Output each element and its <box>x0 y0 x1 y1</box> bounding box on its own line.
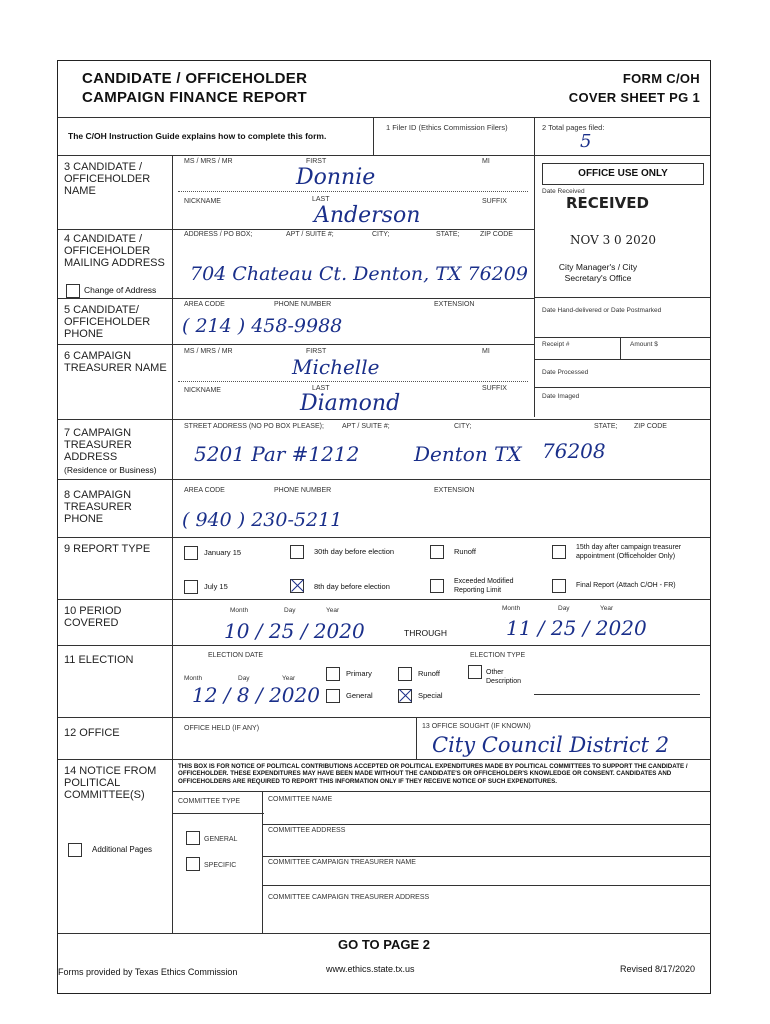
receipt-label: Receipt # <box>542 341 570 348</box>
section-14-label: 14 NOTICE FROM POLITICAL COMMITTEE(S) <box>64 765 157 801</box>
additional-pages-label: Additional Pages <box>92 845 153 854</box>
divider <box>373 117 374 155</box>
divider <box>58 155 710 156</box>
divider <box>58 599 710 600</box>
treasurer-city[interactable]: Denton TX <box>414 442 522 466</box>
field-label: MI <box>482 158 490 165</box>
field-label: NICKNAME <box>184 198 221 205</box>
election-date[interactable]: 12 / 8 / 2020 <box>192 683 320 707</box>
divider <box>534 297 710 298</box>
office-sought[interactable]: City Council District 2 <box>432 733 670 757</box>
divider <box>58 419 710 420</box>
form-page: COVER SHEET PG 1 <box>568 90 700 105</box>
report-type-final-checkbox[interactable] <box>552 579 566 593</box>
election-other-checkbox[interactable] <box>468 665 482 679</box>
option-label: 15th day after campaign treasurer appointment (Officeholder Only) <box>576 544 682 560</box>
option-label: GENERAL <box>204 836 238 843</box>
form-id: FORM C/OH <box>622 71 700 86</box>
field-label: ELECTION DATE <box>208 652 264 659</box>
report-type-30th-checkbox[interactable] <box>290 545 304 559</box>
election-special-checkbox[interactable] <box>398 689 412 703</box>
divider <box>178 381 528 382</box>
field-label: Day <box>558 605 570 612</box>
divider <box>58 645 710 646</box>
option-label: Other Description <box>486 669 522 685</box>
field-label: STATE; <box>594 423 618 430</box>
candidate-last-name[interactable]: Anderson <box>314 203 421 228</box>
field-label: EXTENSION <box>434 301 475 308</box>
field-label: COMMITTEE ADDRESS <box>268 827 346 834</box>
field-label: NICKNAME <box>184 387 221 394</box>
total-pages-value[interactable]: 5 <box>580 131 592 152</box>
treasurer-first-name[interactable]: Michelle <box>292 355 380 379</box>
divider <box>534 117 535 155</box>
option-label: January 15 <box>204 548 242 557</box>
field-label: MI <box>482 348 490 355</box>
divider <box>534 694 700 695</box>
field-label: MS / MRS / MR <box>184 158 233 165</box>
divider <box>534 387 710 388</box>
election-primary-checkbox[interactable] <box>326 667 340 681</box>
field-label: LAST <box>312 385 330 392</box>
divider <box>58 344 534 345</box>
divider <box>58 537 710 538</box>
candidate-address[interactable]: 704 Chateau Ct. Denton, TX 76209 <box>190 263 528 285</box>
field-label: SUFFIX <box>482 385 507 392</box>
treasurer-street[interactable]: 5201 Par #1212 <box>194 442 360 466</box>
divider <box>58 933 710 934</box>
option-label: SPECIFIC <box>204 862 237 869</box>
field-label: COMMITTEE CAMPAIGN TREASURER ADDRESS <box>268 894 430 901</box>
field-label: Day <box>238 675 250 682</box>
field-label: Day <box>284 607 296 614</box>
divider <box>172 791 710 792</box>
additional-pages-checkbox[interactable] <box>68 843 82 857</box>
field-label: AREA CODE <box>184 487 225 494</box>
option-label: 30th day before election <box>314 547 395 556</box>
option-label: Special <box>418 691 443 700</box>
divider <box>58 229 534 230</box>
residence-business-label: (Residence or Business) <box>64 465 157 475</box>
forms-provided-by: Forms provided by Texas Ethics Commission <box>58 967 238 977</box>
divider <box>58 717 710 718</box>
field-label: CITY; <box>372 231 390 238</box>
revised-date: Revised 8/17/2020 <box>620 964 696 974</box>
option-label: Runoff <box>418 669 440 678</box>
cover-sheet-form <box>57 60 711 994</box>
date-processed-label: Date Processed <box>542 369 589 376</box>
divider <box>416 717 417 759</box>
form-title-line2: CAMPAIGN FINANCE REPORT <box>82 89 307 106</box>
received-stamp: RECEIVED <box>566 194 649 212</box>
report-type-exceeded-checkbox[interactable] <box>430 579 444 593</box>
section-11-label: 11 ELECTION <box>64 654 134 666</box>
section-3-label: 3 CANDIDATE / OFFICEHOLDER NAME <box>64 161 151 197</box>
change-of-address-checkbox[interactable] <box>66 284 80 298</box>
field-label: COMMITTEE NAME <box>268 796 333 803</box>
divider <box>262 885 710 886</box>
date-received-label: Date Received <box>542 188 585 195</box>
report-type-15th-checkbox[interactable] <box>552 545 566 559</box>
date-imaged-label: Date Imaged <box>542 393 580 400</box>
hand-delivered-label: Date Hand-delivered or Date Postmarked <box>542 307 662 314</box>
treasurer-phone[interactable]: ( 940 ) 230-5211 <box>182 509 343 531</box>
option-label: July 15 <box>204 582 228 591</box>
committee-general-checkbox[interactable] <box>186 831 200 845</box>
field-label: COMMITTEE CAMPAIGN TREASURER NAME <box>268 859 416 866</box>
instruction-text: The C/OH Instruction Guide explains how to complete this form. <box>68 131 327 141</box>
field-label: COMMITTEE TYPE <box>178 798 241 805</box>
label-column-divider <box>172 155 173 759</box>
committee-specific-checkbox[interactable] <box>186 857 200 871</box>
field-label: Year <box>326 607 340 614</box>
field-label: Year <box>282 675 296 682</box>
field-label: 13 OFFICE SOUGHT (IF KNOWN) <box>422 723 531 730</box>
treasurer-last-name[interactable]: Diamond <box>300 391 401 416</box>
report-type-july-checkbox[interactable] <box>184 580 198 594</box>
section-4-label: 4 CANDIDATE / OFFICEHOLDER MAILING ADDRESS <box>64 233 165 269</box>
field-label: ZIP CODE <box>480 231 513 238</box>
go-to-page-2: GO TO PAGE 2 <box>338 937 430 952</box>
field-label: FIRST <box>306 158 327 165</box>
section-6-label: 6 CAMPAIGN TREASURER NAME <box>64 350 167 374</box>
option-label: Runoff <box>454 547 476 556</box>
candidate-phone[interactable]: ( 214 ) 458-9988 <box>182 315 343 337</box>
field-label: LAST <box>312 196 330 203</box>
field-label: STREET ADDRESS (NO PO BOX PLEASE); <box>184 423 324 430</box>
divider <box>262 856 710 857</box>
office-use-title: OFFICE USE ONLY <box>542 163 704 185</box>
ethics-url[interactable]: www.ethics.state.tx.us <box>326 964 415 974</box>
field-label: ADDRESS / PO BOX; <box>184 231 253 238</box>
field-label: STATE; <box>436 231 460 238</box>
through-label: THROUGH <box>404 628 447 638</box>
divider <box>534 359 710 360</box>
treasurer-zip[interactable]: 76208 <box>542 439 606 463</box>
divider <box>58 759 710 760</box>
change-of-address-label: Change of Address <box>84 285 157 295</box>
divider <box>58 298 534 299</box>
field-label: EXTENSION <box>434 487 475 494</box>
section-8-label: 8 CAMPAIGN TREASURER PHONE <box>64 489 132 525</box>
field-label: AREA CODE <box>184 301 225 308</box>
section-7-label: 7 CAMPAIGN TREASURER ADDRESS <box>64 427 132 463</box>
field-label: OFFICE HELD (IF ANY) <box>184 725 260 732</box>
period-from[interactable]: 10 / 25 / 2020 <box>224 619 365 643</box>
field-label: Month <box>502 605 521 612</box>
report-type-january-checkbox[interactable] <box>184 546 198 560</box>
divider <box>178 191 528 192</box>
label-column-divider <box>172 759 173 933</box>
field-label: ZIP CODE <box>634 423 667 430</box>
option-label: Final Report (Attach C/OH - FR) <box>576 582 676 589</box>
filer-id-label: 1 Filer ID (Ethics Commission Filers) <box>386 123 508 132</box>
field-label: MS / MRS / MR <box>184 348 233 355</box>
field-label: Month <box>230 607 249 614</box>
notice-text: THIS BOX IS FOR NOTICE OF POLITICAL CONTRIBUTIONS ACCEPTED OR POLITICAL EXPENDITURES MADE BY POLITICAL COMMITTEES TO SUPPORT THE CANDIDATE / OFFICEHOLDER. THESE EXPENDITURES MAY HAVE BEEN MADE WITHOUT THE CANDIDATE'S OR OFFICEHOLDER'S KNOWLEDGE OR CONSENT. CANDIDATES AND OFFICEHOLDERS ARE REQUIRED TO REPORT THIS INFORMATION ONLY IF THEY RECEIVE NOTICE OF SUCH EXPENDITURES. <box>178 763 688 785</box>
divider <box>172 813 264 814</box>
office-use-divider <box>534 155 535 417</box>
election-runoff-checkbox[interactable] <box>398 667 412 681</box>
section-12-label: 12 OFFICE <box>64 727 120 739</box>
field-label: FIRST <box>306 348 327 355</box>
report-type-8th-checkbox[interactable] <box>290 579 304 593</box>
field-label: ELECTION TYPE <box>470 652 526 659</box>
election-general-checkbox[interactable] <box>326 689 340 703</box>
office-stamp: City Manager's / City Secretary's Office <box>558 262 638 283</box>
section-10-label: 10 PERIOD COVERED <box>64 605 122 629</box>
amount-label: Amount $ <box>630 341 658 348</box>
total-pages-label: 2 Total pages filed: <box>542 123 605 132</box>
section-5-label: 5 CANDIDATE/ OFFICEHOLDER PHONE <box>64 304 151 340</box>
report-type-runoff-checkbox[interactable] <box>430 545 444 559</box>
field-label: PHONE NUMBER <box>274 487 332 494</box>
field-label: CITY; <box>454 423 472 430</box>
header-divider <box>58 117 710 118</box>
divider <box>620 337 621 359</box>
field-label: Month <box>184 675 203 682</box>
field-label: SUFFIX <box>482 198 507 205</box>
option-label: Exceeded Modified Reporting Limit <box>454 578 514 594</box>
period-to[interactable]: 11 / 25 / 2020 <box>506 616 647 640</box>
divider <box>534 337 710 338</box>
received-date-stamp: NOV 3 0 2020 <box>570 233 657 247</box>
field-label: APT / SUITE #; <box>342 423 390 430</box>
field-label: PHONE NUMBER <box>274 301 332 308</box>
field-label: Year <box>600 605 614 612</box>
option-label: 8th day before election <box>314 582 390 591</box>
option-label: General <box>346 691 373 700</box>
field-label: APT / SUITE #; <box>286 231 334 238</box>
candidate-first-name[interactable]: Donnie <box>296 165 376 190</box>
option-label: Primary <box>346 669 372 678</box>
divider <box>262 824 710 825</box>
divider <box>58 479 710 480</box>
section-9-label: 9 REPORT TYPE <box>64 543 151 555</box>
form-title-line1: CANDIDATE / OFFICEHOLDER <box>82 70 308 87</box>
